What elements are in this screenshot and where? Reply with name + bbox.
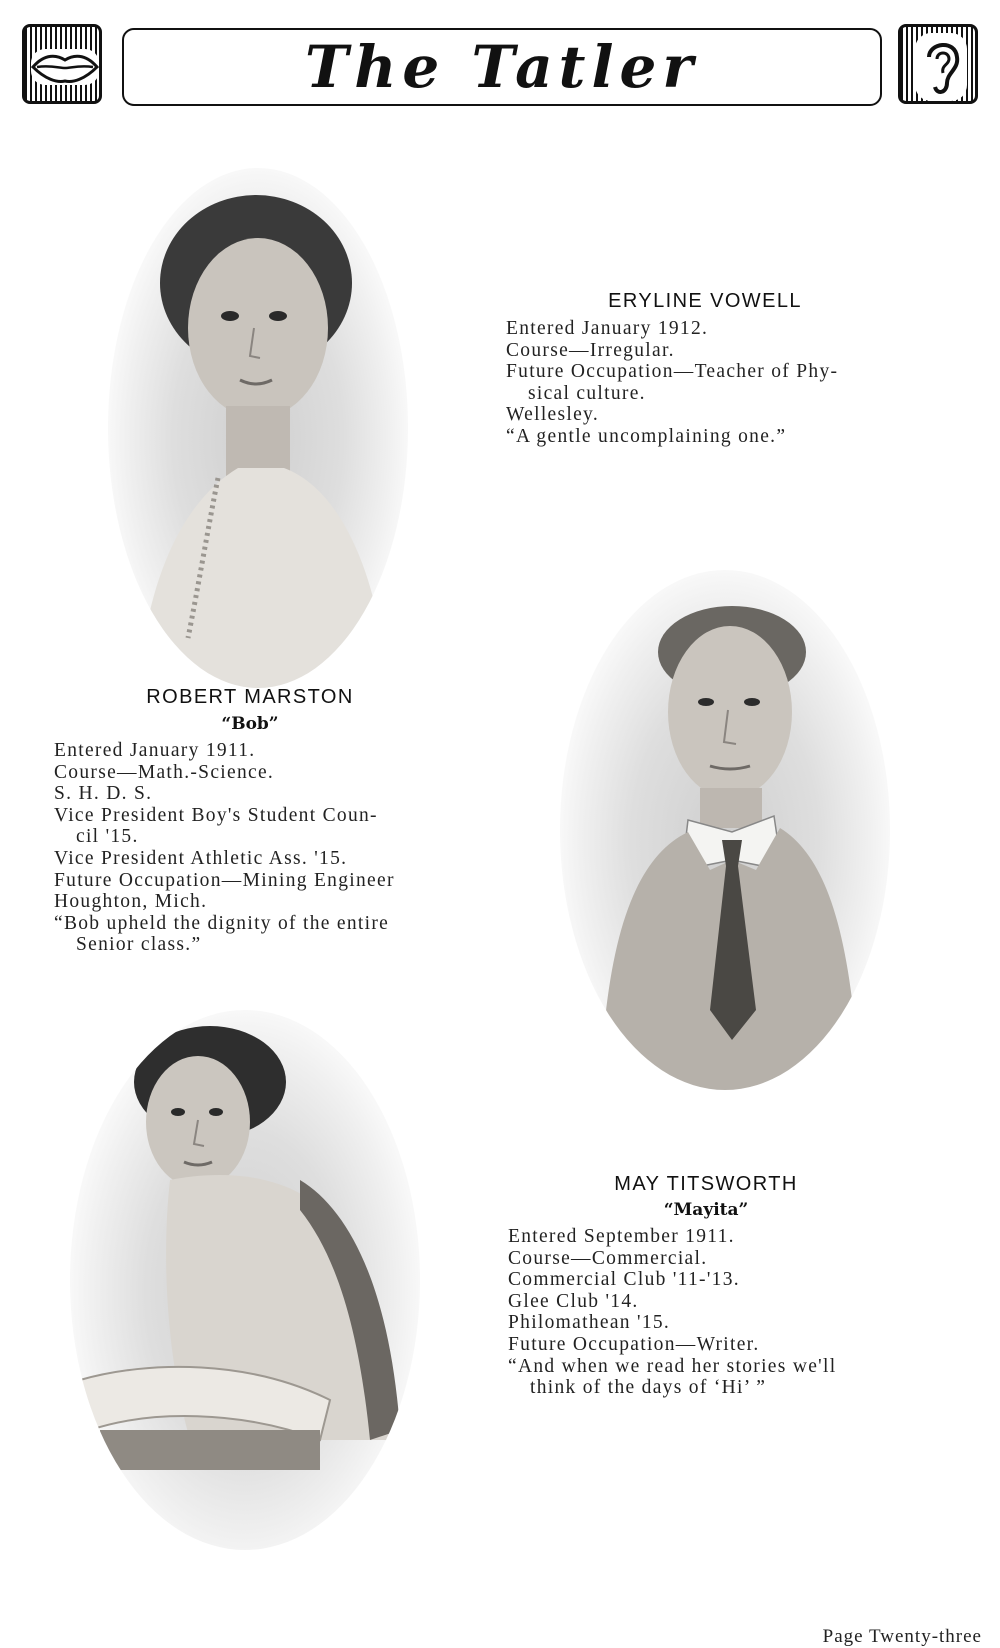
entry-line: “Bob upheld the dignity of the entire: [54, 912, 390, 934]
portrait-figure: [70, 1010, 420, 1550]
portrait-eryline-vowell: [108, 168, 408, 688]
entry-line: Future Occupation—Mining Engineer: [54, 869, 395, 891]
ear-icon: [901, 27, 981, 107]
entry-line: Wellesley.: [506, 404, 600, 426]
entry-line: Entered January 1911.: [54, 740, 256, 761]
masthead-banner: [122, 28, 882, 106]
entry-name: ERYLINE VOWELL: [608, 290, 802, 312]
publication-title: The Tatler: [305, 33, 699, 101]
entry-line: Commercial Club '11-'13.: [508, 1269, 740, 1291]
entry-line: Vice President Boy's Student Coun-: [54, 804, 378, 826]
entry-line: “A gentle uncomplaining one.”: [506, 425, 787, 447]
entry-line: “And when we read her stories we'll: [508, 1355, 837, 1377]
portrait-may-titsworth: [70, 1010, 420, 1550]
entry-line: Philomathean '15.: [508, 1312, 671, 1334]
entry-details-robert-marston: [54, 740, 395, 956]
entry-line: sical culture.: [528, 382, 646, 404]
entry-line: Houghton, Mich.: [54, 891, 208, 913]
entry-line: Vice President Athletic Ass. '15.: [54, 847, 348, 869]
page-number: Page Twenty-three: [822, 1626, 982, 1647]
entry-line: cil '15.: [76, 826, 139, 848]
entry-line: Course—Irregular.: [506, 339, 675, 361]
entry-line: Entered September 1911.: [508, 1226, 735, 1247]
entry-line: Senior class.”: [76, 934, 202, 956]
entry-details-may-titsworth: [508, 1226, 836, 1399]
entry-line: Course—Math.-Science.: [54, 761, 275, 783]
entry-line: S. H. D. S.: [54, 783, 153, 805]
entry-nickname: “Bob”: [221, 714, 279, 734]
entry-line: Glee Club '14.: [508, 1290, 639, 1312]
ear-panel: [898, 24, 978, 104]
entry-name: ROBERT MARSTON: [146, 686, 354, 708]
entry-line: Entered January 1912.: [506, 318, 709, 339]
lips-panel: [22, 24, 102, 104]
entry-nickname: “Mayita”: [663, 1200, 749, 1220]
portrait-figure: [560, 570, 890, 1090]
entry-details-eryline-vowell: [506, 318, 838, 448]
entry-line: Future Occupation—Writer.: [508, 1333, 760, 1355]
lips-icon: [25, 27, 105, 107]
entry-line: Course—Commercial.: [508, 1247, 708, 1269]
entry-line: Future Occupation—Teacher of Phy-: [506, 361, 839, 383]
portrait-figure: [108, 168, 408, 688]
portrait-robert-marston: [560, 570, 890, 1090]
entry-name: MAY TITSWORTH: [614, 1173, 798, 1195]
entry-line: think of the days of ‘Hi’ ”: [530, 1377, 767, 1399]
